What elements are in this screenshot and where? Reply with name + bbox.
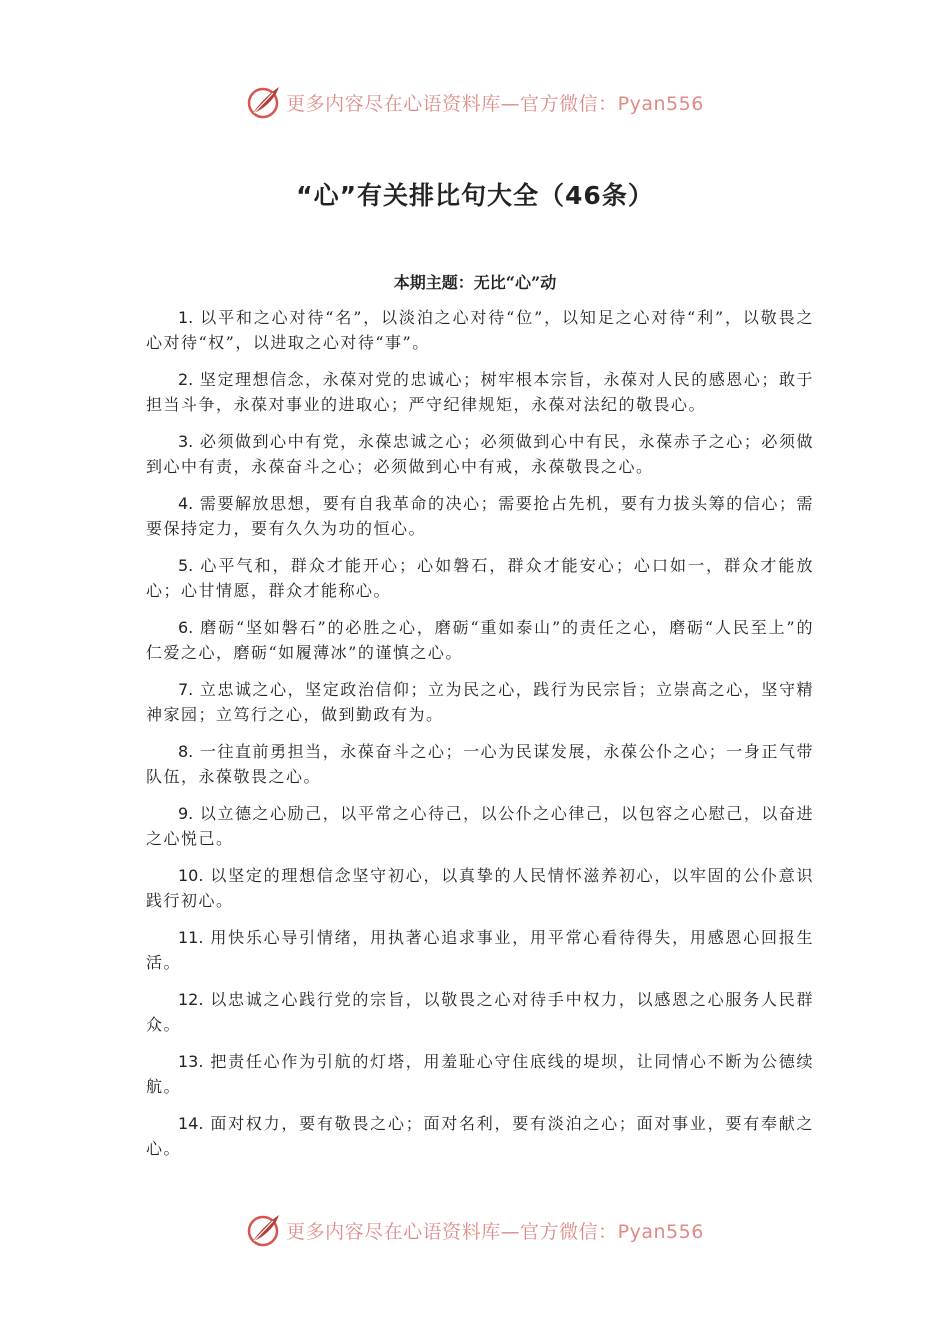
- item-text: 需要解放思想，要有自我革命的决心；需要抢占先机，要有力拔头筹的信心；需要保持定力，要有久久为功的恒心。: [146, 494, 814, 538]
- item-text: 以坚定的理想信念坚守初心，以真挚的人民情怀滋养初心，以牢固的公仆意识践行初心。: [146, 866, 814, 910]
- item-text: 坚定理想信念，永葆对党的忠诚心；树牢根本宗旨，永葆对人民的感恩心；敢于担当斗争，永葆对事业的进取心；严守纪律规矩，永葆对法纪的敬畏心。: [146, 370, 814, 414]
- list-item: [146, 863, 814, 913]
- item-number: 13.: [178, 1052, 204, 1071]
- item-number: 10.: [178, 866, 204, 885]
- item-text: 以立德之心励己，以平常之心待己，以公仆之心律己，以包容之心慰己，以奋进之心悦己。: [146, 804, 814, 848]
- list-item: [146, 925, 814, 975]
- item-text: 一往直前勇担当，永葆奋斗之心；一心为民谋发展，永葆公仆之心；一身正气带队伍，永葆敬畏之心。: [146, 742, 814, 786]
- list-item: [146, 615, 814, 665]
- quill-logo-icon: [246, 84, 282, 120]
- item-number: 11.: [178, 928, 204, 947]
- item-number: 7.: [178, 680, 194, 699]
- item-text: 面对权力，要有敬畏之心；面对名利，要有淡泊之心；面对事业，要有奉献之心。: [146, 1114, 814, 1158]
- sentence-list: [146, 305, 814, 1173]
- item-number: 9.: [178, 804, 194, 823]
- list-item: [146, 491, 814, 541]
- item-text: 以平和之心对待“名”，以淡泊之心对待“位”，以知足之心对待“利”，以敬畏之心对待“权”，以进取之心对待“事”。: [146, 308, 814, 352]
- list-item: [146, 801, 814, 851]
- item-text: 用快乐心导引情绪，用执著心追求事业，用平常心看待得失，用感恩心回报生活。: [146, 928, 814, 972]
- list-item: [146, 305, 814, 355]
- item-number: 8.: [178, 742, 194, 761]
- page-title: “心”有关排比句大全（46条）: [296, 181, 654, 210]
- list-item: [146, 739, 814, 789]
- item-number: 12.: [178, 990, 204, 1009]
- list-item: [146, 367, 814, 417]
- banner-text: 更多内容尽在心语资料库—官方微信：Pyan556: [286, 92, 704, 115]
- item-number: 5.: [178, 556, 194, 575]
- header-banner: [0, 82, 950, 122]
- item-text: 以忠诚之心践行党的宗旨，以敬畏之心对待手中权力，以感恩之心服务人民群众。: [146, 990, 814, 1034]
- item-number: 1.: [178, 308, 194, 327]
- list-item: [146, 987, 814, 1037]
- item-number: 14.: [178, 1114, 204, 1133]
- item-text: 立忠诚之心，坚定政治信仰；立为民之心，践行为民宗旨；立崇高之心，坚守精神家园；立笃行之心，做到勤政有为。: [146, 680, 814, 724]
- item-number: 6.: [178, 618, 194, 637]
- quill-logo-icon: [246, 1212, 282, 1248]
- banner-text: 更多内容尽在心语资料库—官方微信：Pyan556: [286, 1220, 704, 1243]
- list-item: [146, 1049, 814, 1099]
- footer-banner: [0, 1210, 950, 1250]
- list-item: [146, 1111, 814, 1161]
- list-item: [146, 553, 814, 603]
- item-number: 2.: [178, 370, 194, 389]
- item-text: 心平气和，群众才能开心；心如磐石，群众才能安心；心口如一，群众才能放心；心甘情愿，群众才能称心。: [146, 556, 814, 600]
- item-text: 把责任心作为引航的灯塔，用羞耻心守住底线的堤坝，让同情心不断为公德续航。: [146, 1052, 814, 1096]
- page-subtitle: 本期主题：无比“心”动: [393, 273, 557, 292]
- list-item: [146, 429, 814, 479]
- list-item: [146, 677, 814, 727]
- item-number: 3.: [178, 432, 194, 451]
- item-text: 磨砺“坚如磐石”的必胜之心，磨砺“重如泰山”的责任之心，磨砺“人民至上”的仁爱之心，磨砺“如履薄冰”的谨慎之心。: [146, 618, 814, 662]
- item-text: 必须做到心中有党，永葆忠诚之心；必须做到心中有民，永葆赤子之心；必须做到心中有责，永葆奋斗之心；必须做到心中有戒，永葆敬畏之心。: [146, 432, 814, 476]
- item-number: 4.: [178, 494, 194, 513]
